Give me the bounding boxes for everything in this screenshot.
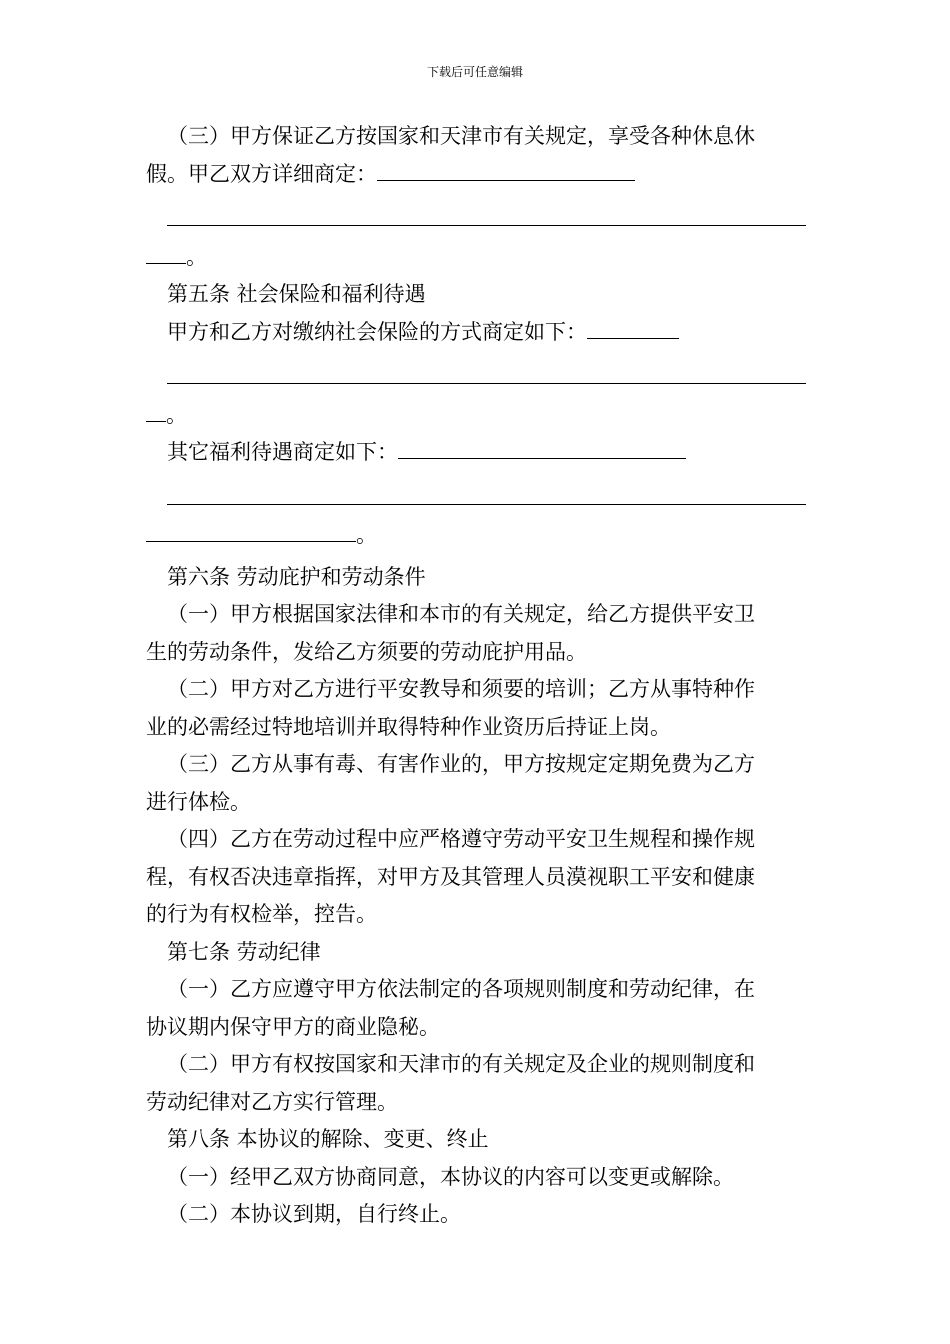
text: 第八条 本协议的解除、变更、终止 — [167, 1127, 489, 1151]
paragraph-line — [146, 314, 808, 352]
fill-blank-line — [146, 239, 808, 277]
text: 假。甲乙双方详细商定： — [146, 161, 377, 186]
paragraph-line — [146, 118, 808, 156]
text: 其它福利待遇商定如下： — [167, 440, 398, 464]
fill-blank[interactable] — [167, 203, 806, 226]
text: 第七条 劳动纪律 — [167, 939, 321, 964]
text: 第六条 劳动庇护和劳动条件 — [167, 564, 426, 589]
fill-blank[interactable] — [398, 436, 686, 459]
end-mark: 。 — [166, 402, 187, 427]
document-body — [146, 118, 808, 1234]
fill-blank[interactable] — [587, 316, 679, 339]
article-title — [146, 934, 808, 972]
fill-blank-line — [146, 480, 808, 518]
fill-blank-line — [146, 397, 808, 435]
text: （三）甲方保证乙方按国家和天津市有关规定，享受各种休息休 — [167, 124, 755, 148]
text: 程，有权否决违章指挥，对甲方及其管理人员漠视职工平安和健康 — [146, 864, 755, 889]
fill-blank-line — [146, 201, 808, 239]
paragraph-line — [146, 859, 808, 897]
article-title — [146, 276, 808, 314]
fill-blank-line — [146, 517, 808, 555]
paragraph-line — [146, 784, 808, 822]
text: 甲方和乙方对缴纳社会保险的方式商定如下： — [167, 319, 587, 344]
end-mark: 。 — [186, 244, 207, 269]
text: （二）甲方对乙方进行平安教导和须要的培训；乙方从事特种作 — [167, 677, 755, 701]
paragraph-line — [146, 156, 808, 194]
paragraph-line — [146, 709, 808, 747]
fill-blank[interactable] — [146, 241, 186, 264]
paragraph-line — [146, 596, 808, 634]
paragraph-line — [146, 671, 808, 709]
article-title — [146, 559, 808, 597]
paragraph-line — [146, 746, 808, 784]
paragraph-line — [146, 1196, 808, 1234]
fill-blank[interactable] — [377, 158, 635, 181]
text: 生的劳动条件，发给乙方须要的劳动庇护用品。 — [146, 639, 587, 664]
text: 第五条 社会保险和福利待遇 — [167, 282, 426, 306]
text: 的行为有权检举，控告。 — [146, 902, 377, 926]
text: （一）乙方应遵守甲方依法制定的各项规则制度和劳动纪律，在 — [167, 977, 755, 1001]
paragraph-line — [146, 821, 808, 859]
fill-blank[interactable] — [167, 361, 806, 384]
paragraph-line — [146, 1159, 808, 1197]
paragraph-line — [146, 1046, 808, 1084]
text: 协议期内保守甲方的商业隐秘。 — [146, 1014, 440, 1039]
fill-blank[interactable] — [146, 519, 356, 542]
article-title — [146, 1121, 808, 1159]
fill-blank[interactable] — [146, 399, 166, 422]
text: （一）甲方根据国家法律和本市的有关规定，给乙方提供平安卫 — [167, 602, 755, 626]
page-header: 下载后可任意编辑 — [426, 65, 523, 79]
paragraph-line — [146, 1009, 808, 1047]
paragraph-line — [146, 634, 808, 672]
text: （二）本协议到期，自行终止。 — [167, 1202, 461, 1226]
paragraph-line — [146, 896, 808, 934]
paragraph-line — [146, 971, 808, 1009]
text: （一）经甲乙双方协商同意，本协议的内容可以变更或解除。 — [167, 1164, 734, 1189]
text: 劳动纪律对乙方实行管理。 — [146, 1089, 398, 1114]
paragraph-line — [146, 434, 808, 472]
fill-blank-line — [146, 359, 808, 397]
text: （三）乙方从事有毒、有害作业的，甲方按规定定期免费为乙方 — [167, 752, 755, 776]
text: 进行体检。 — [146, 789, 251, 814]
text: （二）甲方有权按国家和天津市的有关规定及企业的规则制度和 — [167, 1052, 755, 1076]
text: （四）乙方在劳动过程中应严格遵守劳动平安卫生规程和操作规 — [167, 827, 755, 851]
paragraph-line — [146, 1084, 808, 1122]
text: 业的必需经过特地培训并取得特种作业资历后持证上岗。 — [146, 714, 671, 739]
end-mark: 。 — [356, 523, 377, 547]
fill-blank[interactable] — [167, 482, 806, 505]
